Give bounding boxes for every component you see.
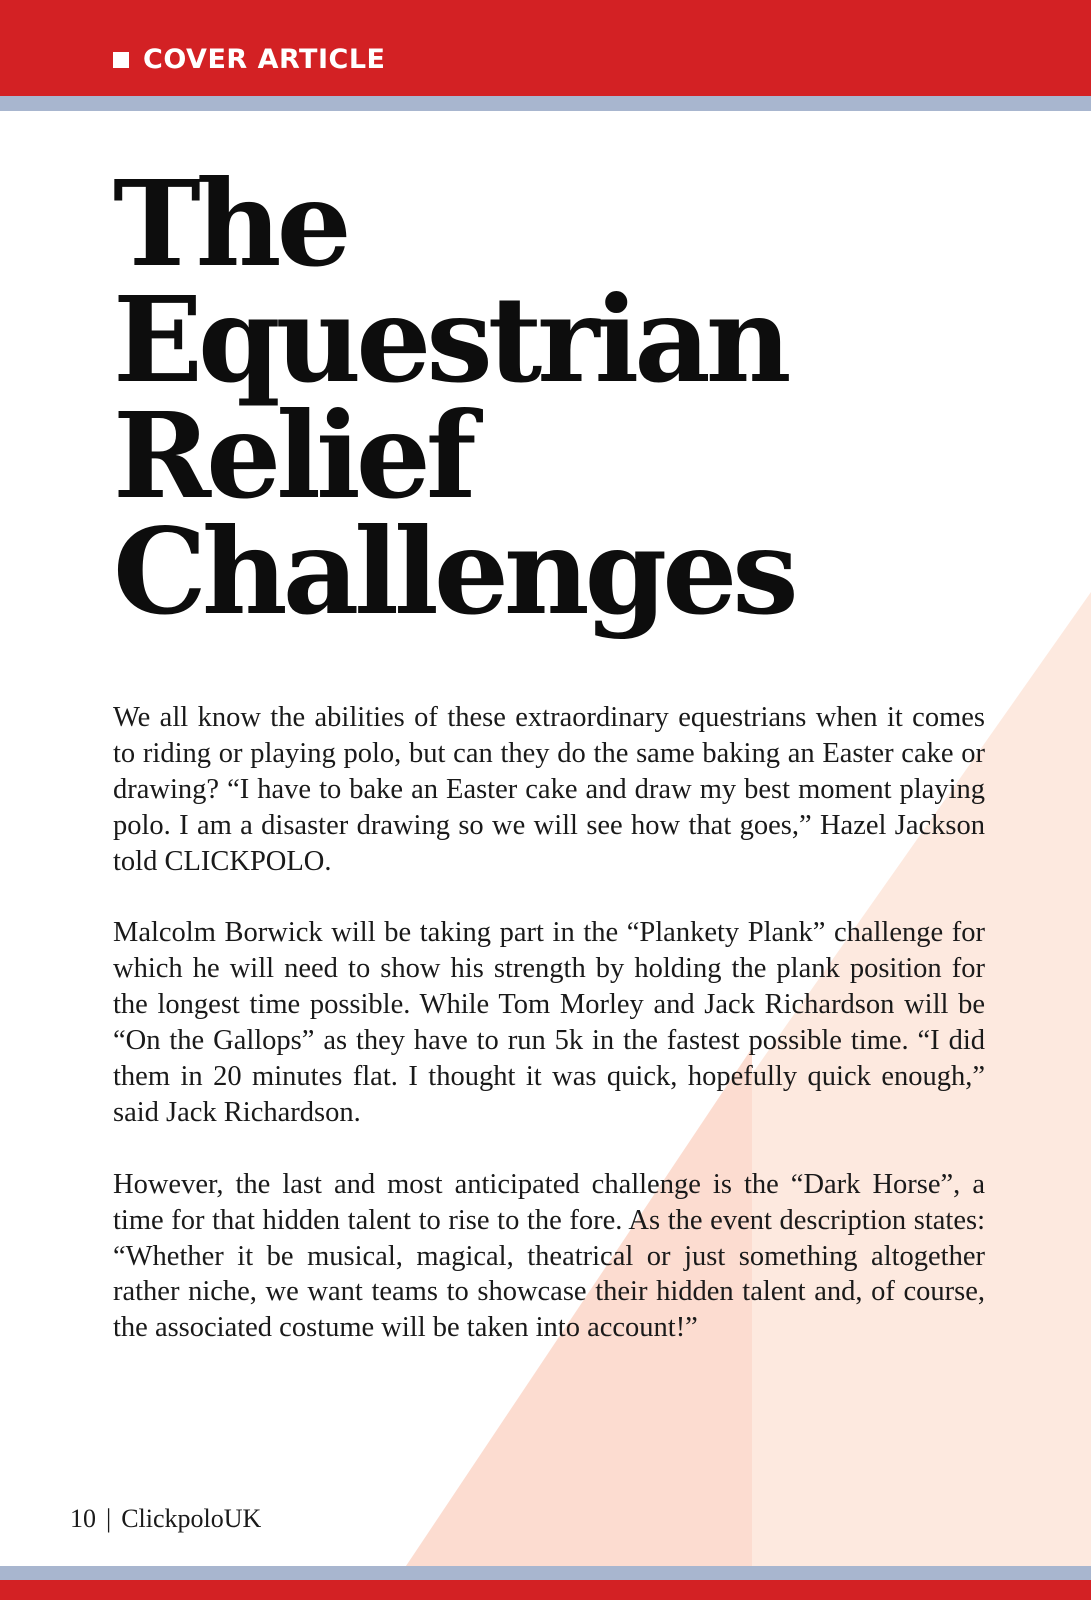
section-label-text: COVER ARTICLE (143, 44, 386, 75)
title-line: Relief (113, 386, 472, 525)
title-line: The (113, 154, 347, 293)
page-footer (70, 1504, 261, 1534)
publication-name: ClickpoloUK (121, 1504, 262, 1533)
footer-stripe (0, 1566, 1091, 1580)
article-body (113, 700, 985, 1382)
paragraph: Malcolm Borwick will be taking part in the “Plankety Plank” challenge for which he will need to show his strength by holding the plank position for the longest time possible. While Tom Morley and Jack Richardson will be “On the Gallops” as they have to run 5k in the fastest possible time. “I did them in 20 minutes flat. I thought it was quick, hopefully quick enough,” said Jack Richardson. (113, 917, 985, 1128)
title-line: Challenges (113, 502, 794, 641)
footer-separator: | (106, 1504, 112, 1533)
article-title (113, 154, 794, 641)
paragraph: We all know the abilities of these extraordinary equestrians when it comes to riding or playing polo, but can they do the same baking an Easter cake or drawing? “I have to bake an Easter cake and draw my best moment playing polo. I am a disaster drawing so we will see how that goes,” Hazel Jackson told CLICKPOLO. (113, 702, 985, 877)
title-line: Equestrian (113, 270, 787, 409)
footer-band (0, 1580, 1091, 1600)
paragraph: However, the last and most anticipated challenge is the “Dark Horse”, a time for that hidden talent to rise to the fore. As the event description states: “Whether it be musical, magical, theatrical or just something altogether rather niche, we want teams to showcase their hidden talent and, of course, the associated costume will be taken into account!” (113, 1168, 985, 1344)
page-number: 10 (70, 1504, 96, 1533)
